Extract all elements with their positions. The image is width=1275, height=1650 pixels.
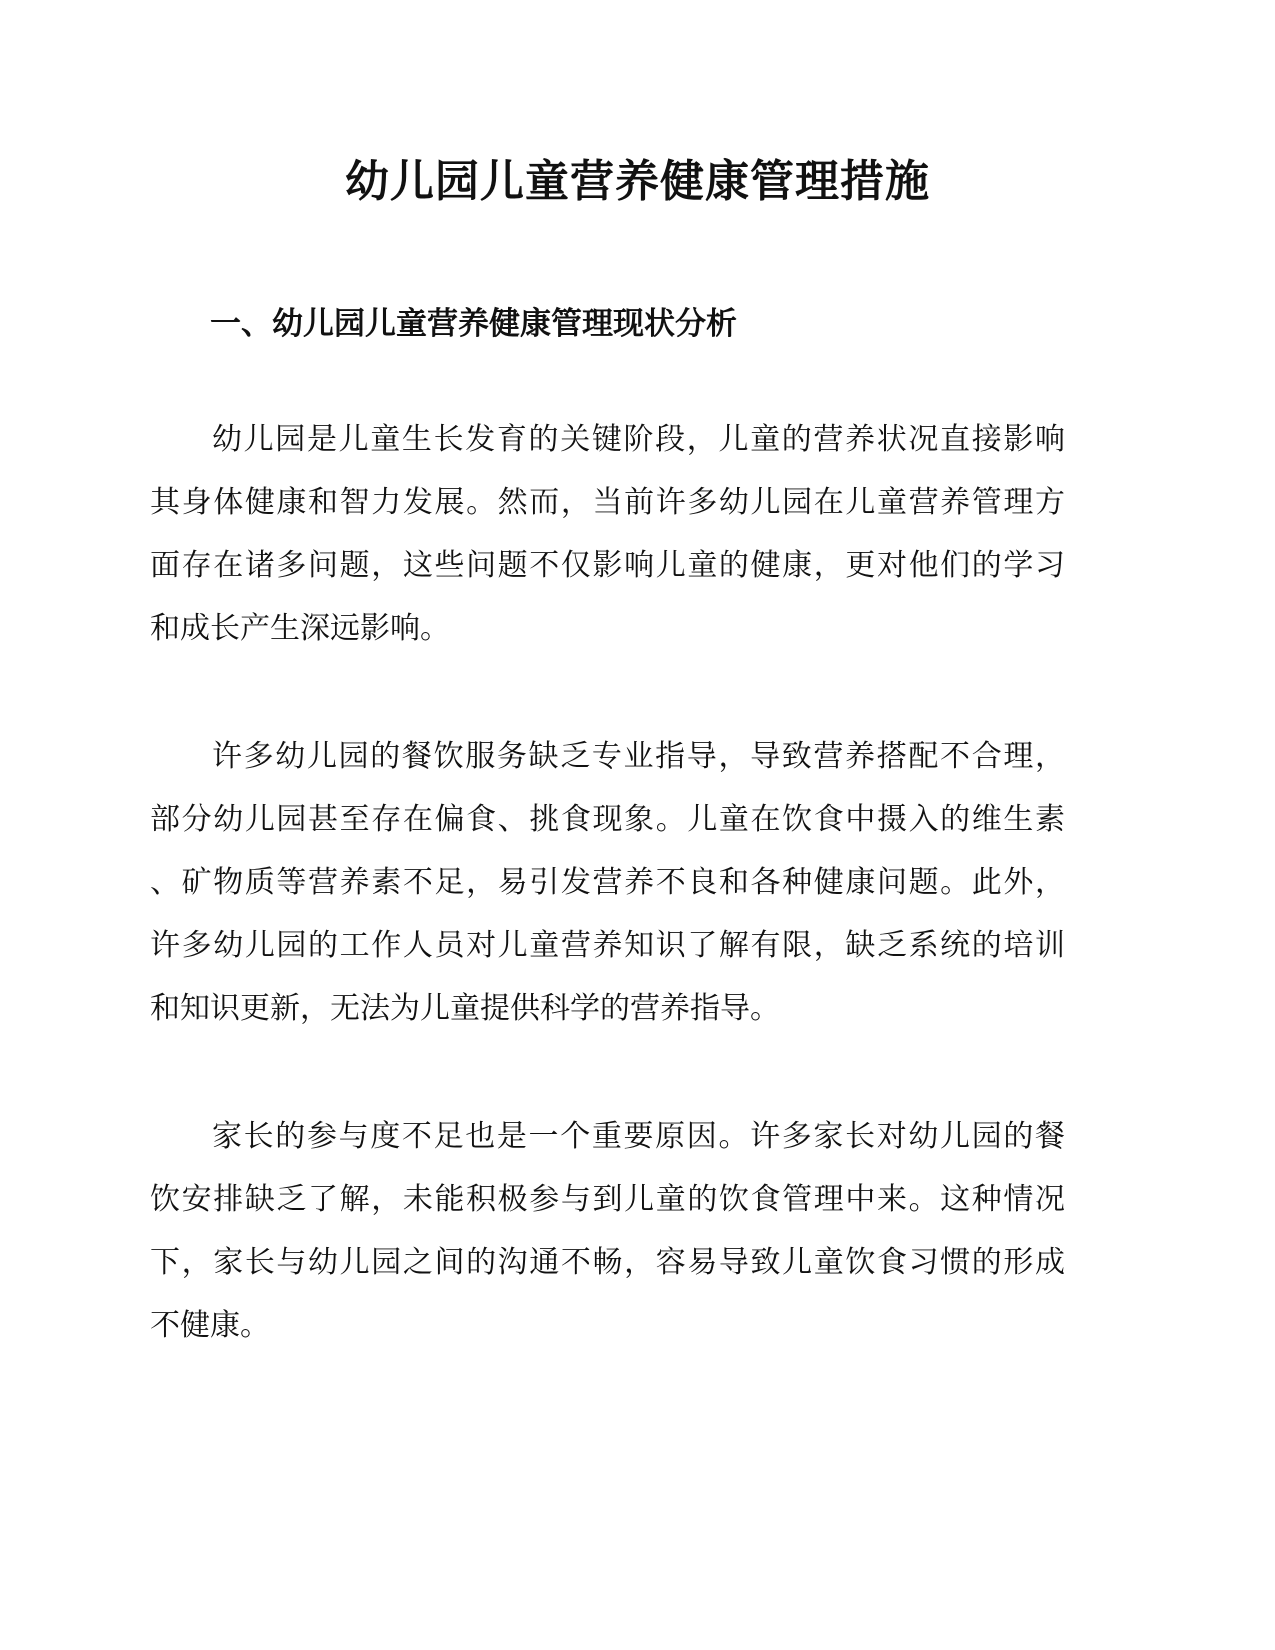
paragraph-line: 不健康。: [150, 1308, 270, 1343]
section-heading: 一、幼儿园儿童营养健康管理现状分析: [210, 306, 737, 342]
paragraph-line: 面存在诸多问题，这些问题不仅影响儿童的健康，更对他们的学习: [150, 548, 1065, 583]
paragraph-line: 部分幼儿园甚至存在偏食、挑食现象。儿童在饮食中摄入的维生素: [150, 802, 1065, 837]
paragraph-line: 和知识更新，无法为儿童提供科学的营养指导。: [150, 991, 780, 1026]
paragraph-line: 和成长产生深远影响。: [150, 611, 450, 646]
paragraph-line: 幼儿园是儿童生长发育的关键阶段，儿童的营养状况直接影响: [212, 422, 1065, 457]
paragraph-line: 下，家长与幼儿园之间的沟通不畅，容易导致儿童饮食习惯的形成: [150, 1245, 1065, 1280]
paragraph-2: [150, 725, 1065, 1040]
paragraph-line: 其身体健康和智力发展。然而，当前许多幼儿园在儿童营养管理方: [150, 485, 1065, 520]
paragraph-line: 家长的参与度不足也是一个重要原因。许多家长对幼儿园的餐: [212, 1119, 1065, 1154]
document-title: 幼儿园儿童营养健康管理措施: [345, 156, 930, 207]
paragraph-line: 许多幼儿园的餐饮服务缺乏专业指导，导致营养搭配不合理，: [212, 739, 1065, 774]
paragraph-3: [150, 1105, 1065, 1357]
paragraph-line: 、矿物质等营养素不足，易引发营养不良和各种健康问题。此外，: [150, 865, 1065, 900]
paragraph-1: [150, 408, 1065, 660]
paragraph-line: 许多幼儿园的工作人员对儿童营养知识了解有限，缺乏系统的培训: [150, 928, 1065, 963]
paragraph-line: 饮安排缺乏了解，未能积极参与到儿童的饮食管理中来。这种情况: [150, 1182, 1065, 1217]
